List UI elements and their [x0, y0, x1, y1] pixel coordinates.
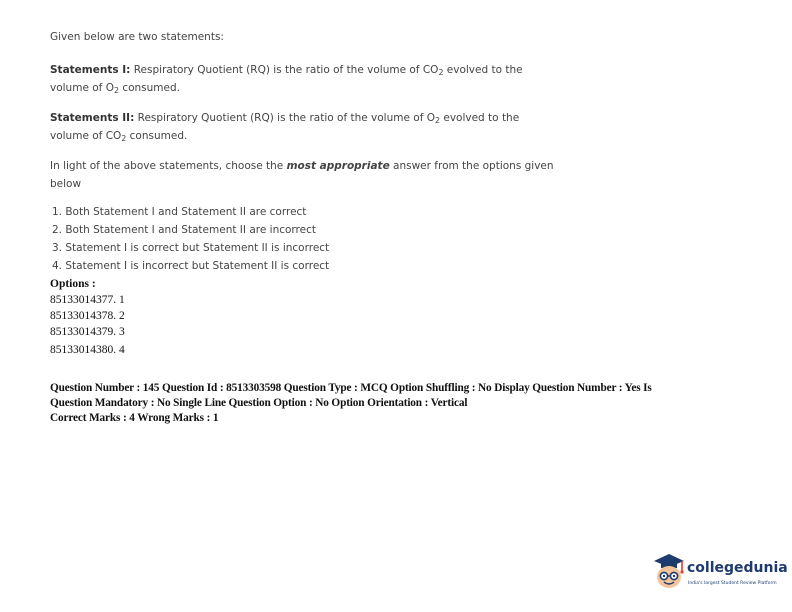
statement-2-sub-a: 2: [435, 116, 441, 125]
option-id-4: 85133014380. 4: [50, 344, 125, 356]
question-meta: [50, 381, 652, 426]
statement-2-sub-c: 2: [121, 134, 127, 143]
instruction-pre: In light of the above statements, choose the: [50, 160, 287, 172]
instruction: [50, 157, 554, 193]
question-meta-line-1: Question Number : 145 Question Id : 8513303598 Question Type : MCQ Option Shuffling : No Display Question Number : Yes Is: [50, 382, 652, 394]
option-id-1: 85133014377. 1: [50, 294, 125, 306]
question-meta-line-3: Correct Marks : 4 Wrong Marks : 1: [50, 412, 219, 424]
statement-2-text-a: Respiratory Quotient (RQ) is the ratio of the volume of O: [137, 112, 436, 124]
choice-3: 3. Statement I is correct but Statement II is incorrect: [52, 242, 330, 254]
question-meta-line-2: Question Mandatory : No Single Line Question Option : No Option Orientation : Vertical: [50, 397, 468, 409]
statement-1-text-a: Respiratory Quotient (RQ) is the ratio of the volume of CO: [133, 64, 439, 76]
options-heading: Options :: [50, 278, 96, 290]
statement-2: [50, 109, 519, 145]
statement-2-text-b: evolved to the: [440, 112, 520, 124]
statement-2-label: Statements II:: [50, 112, 135, 124]
statement-1-sub-a: 2: [438, 68, 444, 77]
statement-2-text-d: consumed.: [126, 130, 188, 142]
statement-1-text-c: volume of O: [50, 82, 114, 94]
statement-1: [50, 61, 523, 97]
choice-4: 4. Statement I is incorrect but Statement II is correct: [52, 260, 330, 272]
instruction-post: answer from the options given: [389, 160, 554, 172]
collegedunia-logo: [651, 551, 786, 593]
choice-1: 1. Both Statement I and Statement II are correct: [52, 206, 307, 218]
option-id-2: 85133014378. 2: [50, 310, 125, 322]
statement-1-text-b: evolved to the: [443, 64, 523, 76]
statement-2-text-c: volume of CO: [50, 130, 122, 142]
graduate-mascot-icon: [651, 551, 687, 593]
choice-2: 2. Both Statement I and Statement II are incorrect: [52, 224, 316, 236]
instruction-line2: below: [50, 178, 82, 190]
option-id-3: 85133014379. 3: [50, 326, 125, 338]
logo-wordmark: collegedunia: [687, 560, 788, 576]
instruction-emphasis: most appropriate: [286, 160, 390, 172]
statement-1-sub-c: 2: [113, 86, 119, 95]
statement-1-label: Statements I:: [50, 64, 131, 76]
statement-1-text-d: consumed.: [118, 82, 180, 94]
logo-tagline: India's largest Student Review Platform: [688, 581, 777, 586]
intro-text: Given below are two statements:: [50, 31, 224, 43]
